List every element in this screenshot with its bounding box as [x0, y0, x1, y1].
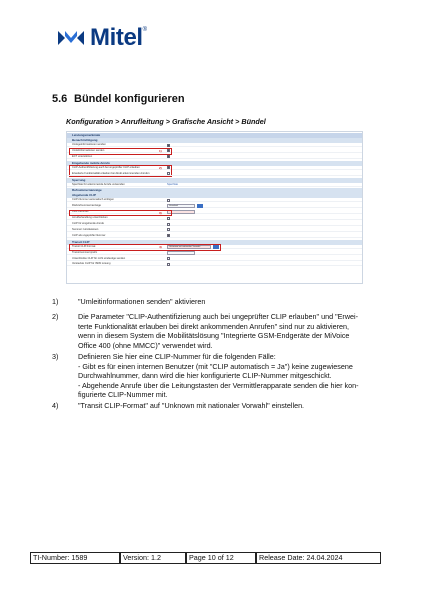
screenshot-checkbox: [167, 234, 170, 237]
step-text: [78, 352, 378, 400]
footer-ti-number: TI-Number: 1589: [30, 552, 120, 564]
screenshot-checkbox: [167, 172, 170, 175]
screenshot-step-marker: 1): [159, 149, 162, 154]
config-screenshot: [66, 131, 363, 284]
screenshot-checkbox: [167, 223, 170, 226]
step-text: [78, 401, 378, 411]
screenshot-row: Rückrufnummernanzeige: [67, 204, 362, 208]
section-title: Bündel konfigurieren: [74, 93, 185, 105]
screenshot-section-header: Abgehende CLIP: [67, 193, 362, 198]
screenshot-row: ECT unterstützen: [67, 155, 362, 159]
screenshot-row: Nummer zurückweisen: [67, 228, 362, 232]
step-line: - Abgehende Anrufe über die Leitungstasten der Vermittlerapparate senden die hier kon-: [78, 380, 359, 390]
step-text: [78, 297, 378, 307]
logo-trademark: ®: [142, 27, 148, 33]
footer-release-date: Release Date: 24.04.2024: [256, 552, 381, 564]
screenshot-input: [167, 251, 195, 255]
screenshot-row: Umlegeinformationen senden: [67, 143, 362, 147]
screenshot-row: CLIP-Authentifizierung auch bei ungeprüfter CLIP erlauben: [67, 166, 362, 170]
footer-page: Page 10 of 12: [186, 552, 256, 564]
screenshot-row: Umleitinformationen senden: [67, 149, 362, 153]
screenshot-step-marker: 4): [159, 245, 162, 249]
screenshot-row: CLIP-Nummer automatisch einfügen: [67, 198, 362, 202]
breadcrumb: Konfiguration > Anrufleitung > Grafische Ansicht > Bündel: [66, 117, 266, 126]
step-number: 1): [52, 297, 59, 306]
step-line: - Gibt es für einen internen Benutzer (mit "CLIP automatisch = Ja") keine zugewiesene: [78, 361, 353, 371]
mitel-logo: [56, 24, 147, 52]
screenshot-select-arrow-icon: [197, 204, 203, 208]
screenshot-row: CLIP als ungeprüfte Nummer: [67, 234, 362, 238]
screenshot-row: CLIP-Nummer: [67, 210, 362, 214]
step-line: "Transit CLIP-Format" auf "Unknown mit nationaler Vorwahl" einstellen.: [78, 401, 305, 410]
step-line: "Umleitinformationen senden" aktivieren: [78, 297, 206, 306]
screenshot-checkbox: [167, 217, 170, 220]
mitel-logo-icon: [56, 28, 86, 48]
screenshot-section-header: Eingehende mobile Anrufe: [67, 161, 362, 166]
screenshot-step-marker: 3): [159, 210, 162, 215]
step-line: wenn in diesem System die Mobilitätslösung "Integrierte GSM-Endgeräte der MiVoice: [78, 331, 350, 341]
screenshot-row: Sperrliste für ankommende Anrufe verwenden: [67, 183, 362, 187]
step-line: Definieren Sie hier eine CLIP-Nummer für die folgenden Fälle:: [78, 352, 276, 361]
screenshot-section-header: Benachrichtigung: [67, 138, 362, 143]
step-line: Die Parameter "CLIP-Authentifizierung auch bei ungeprüfter CLIP erlauben" und "Erwei-: [78, 312, 358, 321]
screenshot-row: Anrufbehandlung unterdrücken: [67, 216, 362, 220]
screenshot-row: Unterdrückte CLIP für nicht eindeutige senden: [67, 257, 362, 261]
screenshot-row: Versteckte CLIP für ISDN Lösung: [67, 262, 362, 266]
screenshot-checkbox: [167, 199, 170, 202]
screenshot-checkbox: [167, 257, 170, 260]
screenshot-checkbox: [167, 263, 170, 266]
screenshot-checkbox: [167, 228, 170, 231]
page-footer: [30, 552, 381, 564]
screenshot-select: Unknown mit nationaler Vorwahl: [167, 245, 211, 249]
screenshot-step-marker: 2): [159, 166, 162, 170]
screenshot-link: Sperrliste: [167, 182, 178, 186]
section-number: 5.6: [52, 93, 68, 105]
screenshot-section-header: Rufnummernanzeige: [67, 188, 362, 193]
step-number: 2): [52, 312, 59, 321]
step-line: terte Funktionalität erlauben bei direkt ankommenden Anrufen" sind nur zu aktivieren,: [78, 321, 350, 331]
step-number: 4): [52, 401, 59, 410]
step-line: Office 400 (ohne MMCC)" verwendet wird.: [78, 340, 213, 350]
footer-version: Version: 1.2: [120, 552, 186, 564]
screenshot-section-header: Leistungsmerkmale: [67, 133, 362, 138]
logo-wordmark: Mitel: [90, 24, 143, 51]
step-line: Durchwahlnummer, dann wird die hier konfigurierte CLIP-Nummer mitgeschickt.: [78, 371, 332, 381]
step-text: [78, 312, 378, 350]
screenshot-row: CLIP für eingehende Anrufe: [67, 222, 362, 226]
screenshot-select: Standard: [167, 204, 195, 208]
screenshot-section-header: Transit CLIP: [67, 240, 362, 245]
screenshot-checkbox: [167, 155, 170, 158]
screenshot-row: Transit CLIP-Format: [67, 245, 362, 249]
screenshot-row: Erweiterte Funktionalität erlauben bei direkt ankommenden Anrufen: [67, 172, 362, 176]
step-number: 3): [52, 352, 59, 361]
step-line: figurierte CLIP-Nummer mit.: [78, 390, 168, 400]
screenshot-row: Transitnummernprefix: [67, 251, 362, 255]
screenshot-checkbox: [167, 144, 170, 147]
screenshot-section-header: Sperrung: [67, 178, 362, 183]
